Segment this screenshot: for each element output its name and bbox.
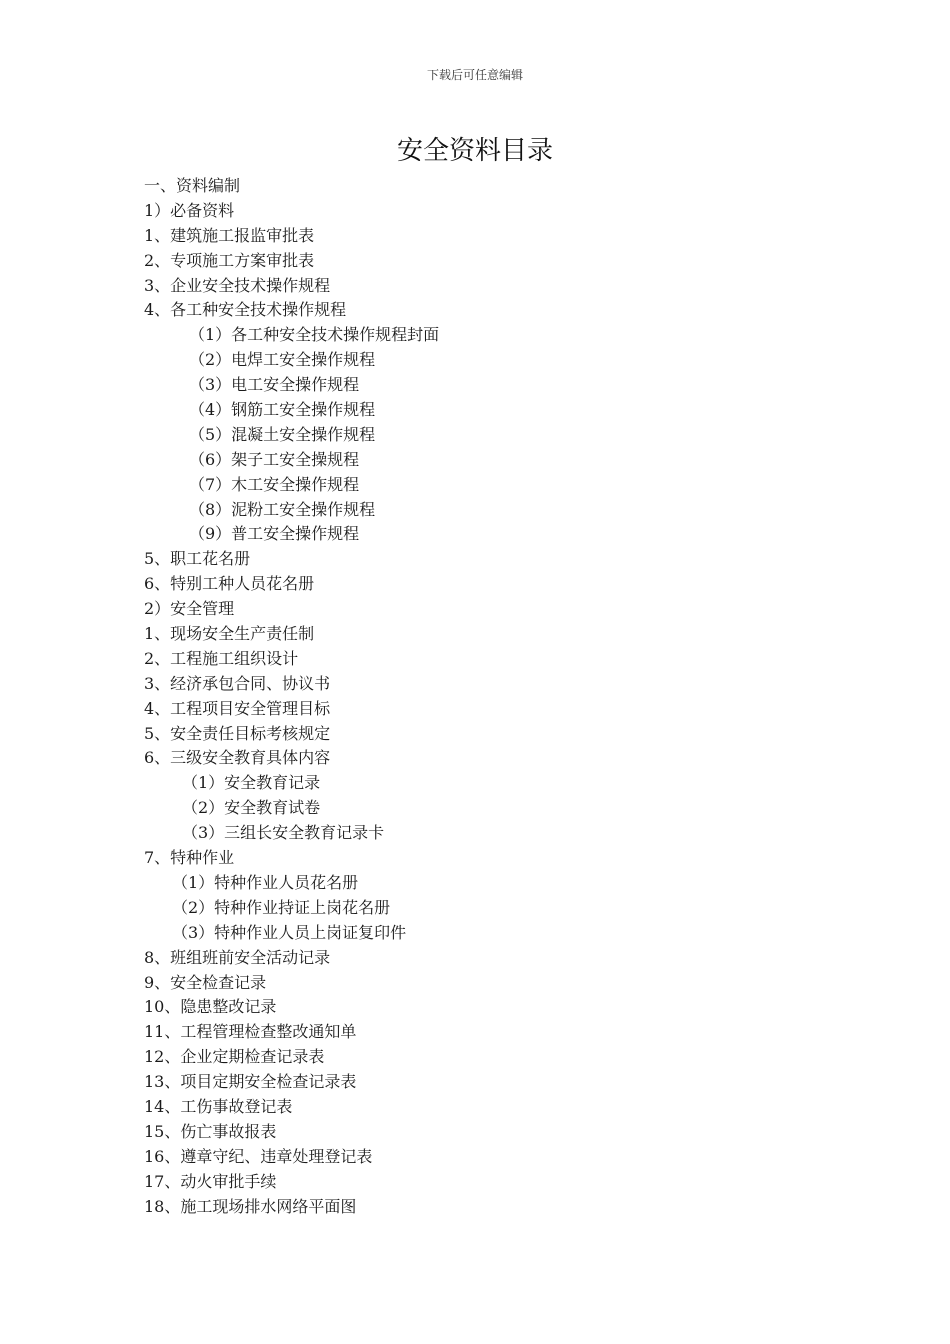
toc-item: （2）安全教育试卷: [182, 798, 321, 818]
toc-item: 6、特别工种人员花名册: [144, 574, 315, 594]
toc-item: 3、经济承包合同、协议书: [144, 673, 331, 693]
toc-item: （3）三组长安全教育记录卡: [182, 823, 385, 843]
toc-item: 2、工程施工组织设计: [144, 648, 299, 668]
toc-item: 6、三级安全教育具体内容: [144, 748, 331, 768]
toc-item: （1）安全教育记录: [182, 773, 321, 793]
toc-item: 3、企业安全技术操作规程: [144, 275, 331, 295]
header-note: 下载后可任意编辑: [426, 68, 523, 82]
toc-item: 2、专项施工方案审批表: [144, 250, 315, 270]
toc-item: 7、特种作业: [144, 848, 235, 868]
toc-item: 15、伤亡事故报表: [144, 1121, 277, 1141]
toc-item: 2）安全管理: [144, 599, 235, 619]
toc-item: （4）钢筋工安全操作规程: [189, 400, 376, 420]
toc-item: （1）各工种安全技术操作规程封面: [189, 325, 440, 345]
toc-item: （6）架子工安全操规程: [189, 449, 360, 469]
toc-item: （1）特种作业人员花名册: [172, 872, 359, 892]
toc-item: （5）混凝土安全操作规程: [189, 424, 376, 444]
toc-item: 17、动火审批手续: [144, 1171, 277, 1191]
toc-item: （7）木工安全操作规程: [189, 474, 360, 494]
toc-item: 一、资料编制: [144, 176, 241, 195]
toc-item: 9、安全检查记录: [144, 972, 267, 992]
toc-item: 5、职工花名册: [144, 549, 251, 569]
toc-item: （8）泥粉工安全操作规程: [189, 499, 376, 519]
toc-item: （2）电焊工安全操作规程: [189, 350, 376, 370]
table-of-contents: [144, 174, 439, 1219]
toc-item: （2）特种作业持证上岗花名册: [172, 897, 391, 917]
toc-item: 1）必备资料: [144, 200, 235, 220]
toc-item: （3）电工安全操作规程: [189, 375, 360, 395]
toc-item: 4、工程项目安全管理目标: [144, 698, 331, 718]
toc-item: （3）特种作业人员上岗证复印件: [172, 922, 407, 942]
toc-item: 11、工程管理检查整改通知单: [144, 1022, 357, 1042]
toc-item: 10、隐患整改记录: [144, 997, 277, 1017]
toc-item: 1、建筑施工报监审批表: [144, 225, 315, 245]
toc-item: 13、项目定期安全检查记录表: [144, 1072, 357, 1092]
toc-item: 12、企业定期检查记录表: [144, 1047, 325, 1067]
toc-item: （9）普工安全操作规程: [189, 524, 360, 544]
toc-item: 18、施工现场排水网络平面图: [144, 1196, 357, 1216]
toc-item: 1、现场安全生产责任制: [144, 624, 315, 644]
document-title: 安全资料目录: [396, 136, 553, 166]
toc-item: 14、工伤事故登记表: [144, 1096, 293, 1116]
toc-item: 4、各工种安全技术操作规程: [144, 300, 347, 320]
toc-item: 8、班组班前安全活动记录: [144, 947, 331, 967]
toc-item: 16、遵章守纪、违章处理登记表: [144, 1146, 373, 1166]
toc-item: 5、安全责任目标考核规定: [144, 723, 331, 743]
